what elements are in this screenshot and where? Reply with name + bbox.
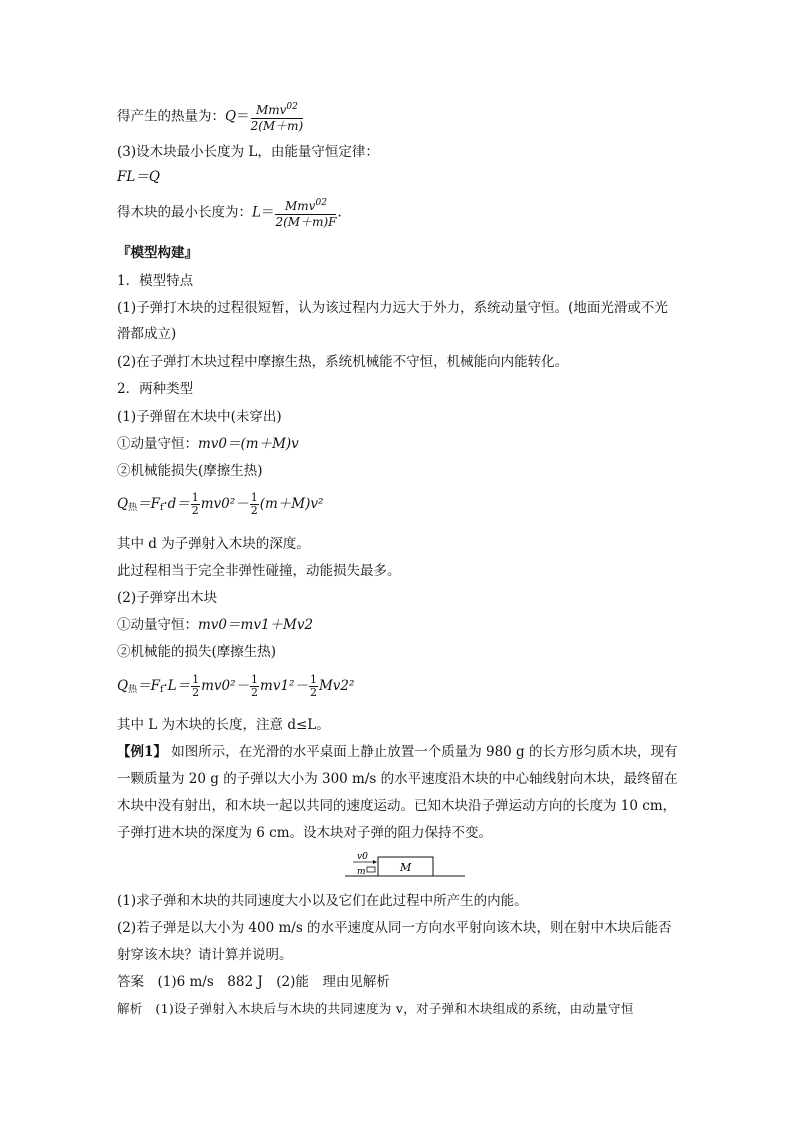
q2-half-1-num: 1 — [192, 673, 200, 686]
heat-num-text: Mmv — [255, 103, 287, 117]
q2-symbol: Q — [117, 678, 129, 694]
type2-momentum — [117, 616, 313, 634]
q2-term3: Mv2² — [318, 678, 355, 694]
q1-sub: 热 — [128, 503, 138, 513]
heat-symbol: Q — [225, 108, 237, 125]
q1-force-sub: f — [159, 503, 164, 513]
heat-fraction — [251, 100, 304, 134]
heat-numerator — [251, 100, 304, 119]
q2-half-1-den: 2 — [192, 686, 200, 699]
model-section-title: 『模型构建』 — [117, 245, 198, 261]
type1-energy-title: ②机械能损失(摩擦生热) — [117, 463, 263, 479]
figure-arrowhead-icon — [373, 860, 377, 864]
q2-half-2-num: 1 — [251, 673, 259, 686]
type1-title: (1)子弹留在木块中(未穿出) — [117, 409, 282, 425]
minlen-line — [117, 196, 342, 230]
section1-title: 1．模型特点 — [117, 273, 194, 289]
minlen-symbol: L — [252, 204, 261, 221]
section1-para1-a: (1)子弹打木块的过程很短暂，认为该过程内力远大于外力，系统动量守恒。(地面光滑或不光 — [117, 300, 668, 316]
minlen-fraction — [275, 196, 336, 230]
question-2-line1: (2)若子弹是以大小为 400 m/s 的水平速度从同一方向水平射向该木块，则在射中木块后能否 — [117, 920, 672, 936]
minlen-num-text: Mmv — [285, 199, 316, 213]
q2-half-3 — [309, 674, 318, 699]
type2-momentum-label: ①动量守恒： — [117, 617, 198, 633]
minlen-prefix: 得木块的最小长度为： — [117, 204, 252, 221]
minlen-denominator: 2(M＋m)F — [275, 215, 337, 229]
question-1: (1)求子弹和木块的共同速度大小以及它们在此过程中所产生的内能。 — [117, 893, 528, 909]
q1-half-1 — [191, 492, 200, 517]
q1-force: ＝F — [137, 496, 160, 512]
answer-line: 答案 (1)6 m/s 882 J (2)能 理由见解析 — [117, 974, 390, 990]
heat-denominator: 2(M＋m) — [250, 119, 304, 133]
q1-half-2 — [250, 492, 259, 517]
q1-half-1-den: 2 — [191, 504, 199, 517]
q1-half-2-den: 2 — [250, 504, 258, 517]
example1-label: 【例1】 — [117, 744, 167, 760]
q1-symbol: Q — [117, 496, 129, 512]
type2-title: (2)子弹穿出木块 — [117, 590, 218, 606]
type2-energy-title: ②机械能的损失(摩擦生热) — [117, 644, 277, 660]
q2-half-3-den: 2 — [309, 686, 317, 699]
example1-line1 — [117, 743, 677, 761]
section1-para2: (2)在子弹打木块过程中摩擦生热，系统机械能不守恒，机械能向内能转化。 — [117, 354, 569, 370]
question-2-line2: 射穿该木块？请计算并说明。 — [117, 947, 293, 963]
q2-force: ＝F — [137, 678, 160, 694]
heat-line — [117, 100, 304, 134]
q2-sub: 热 — [128, 685, 138, 695]
type1-momentum-equation: mv0＝(m＋M)v — [198, 436, 299, 452]
q1-term1: mv0²－ — [200, 496, 249, 512]
heat-num-sup: 02 — [286, 102, 298, 112]
type1-heat-formula — [117, 492, 323, 517]
analysis-line: 解析 (1)设子弹射入木块后与木块的共同速度为 v，对子弹和木块组成的系统，由动量守恒 — [117, 1001, 634, 1016]
section1-para1-b: 滑都成立) — [117, 326, 177, 342]
q2-term1: mv0²－ — [201, 678, 250, 694]
figure-bullet — [367, 867, 375, 872]
example1-line4: 子弹打进木块的深度为 6 cm。设木块对子弹的阻力保持不变。 — [117, 825, 493, 841]
heat-prefix: 得产生的热量为： — [117, 108, 225, 125]
q1-half-1-num: 1 — [191, 491, 199, 504]
q2-half-2-den: 2 — [251, 686, 259, 699]
q1-term2: (m＋M)v² — [259, 496, 324, 512]
q2-half-1 — [191, 674, 200, 699]
type2-momentum-equation: mv0＝mv1＋Mv2 — [198, 617, 314, 633]
type2-heat-formula — [117, 674, 354, 699]
q2-term2: mv1²－ — [260, 678, 308, 694]
q2-half-3-num: 1 — [309, 673, 317, 686]
type1-depth-note: 其中 d 为子弹射入木块的深度。 — [117, 536, 310, 552]
minlen-end: . — [337, 204, 342, 221]
fl-equation: FL＝Q — [117, 169, 160, 185]
figure-M-label: M — [400, 861, 412, 874]
type2-length-note: 其中 L 为木块的长度，注意 d≤L。 — [117, 717, 330, 733]
q2-length: ·L＝ — [163, 678, 191, 694]
figure-m-label: m — [357, 867, 366, 877]
figure-v0-label: v0 — [357, 852, 368, 862]
q1-half-2-num: 1 — [250, 491, 258, 504]
example1-line3: 木块中没有射出，和木块一起以共同的速度运动。已知木块沿子弹运动方向的长度为 10 cm， — [117, 798, 677, 814]
type1-momentum — [117, 435, 299, 453]
q2-force-sub: f — [159, 685, 164, 695]
minlen-equals: ＝ — [260, 204, 275, 221]
example1-line2: 一颗质量为 20 g 的子弹以大小为 300 m/s 的水平速度沿木块的中心轴线射向木块，最终留在 — [117, 771, 678, 787]
bullet-block-figure — [345, 850, 465, 880]
q1-depth: ·d＝ — [163, 496, 190, 512]
example1-text1: 如图所示，在光滑的水平桌面上静止放置一个质量为 980 g 的长方形匀质木块，现有 — [166, 744, 678, 760]
type1-collision-note: 此过程相当于完全非弹性碰撞，动能损失最多。 — [117, 563, 401, 579]
section2-title: 2．两种类型 — [117, 381, 194, 397]
q2-half-2 — [250, 674, 259, 699]
heat-equals: ＝ — [236, 108, 250, 125]
part3-line: (3)设木块最小长度为 L，由能量守恒定律： — [117, 144, 379, 160]
minlen-numerator — [275, 196, 336, 215]
minlen-num-sup: 02 — [315, 198, 327, 208]
type1-momentum-label: ①动量守恒： — [117, 436, 198, 452]
